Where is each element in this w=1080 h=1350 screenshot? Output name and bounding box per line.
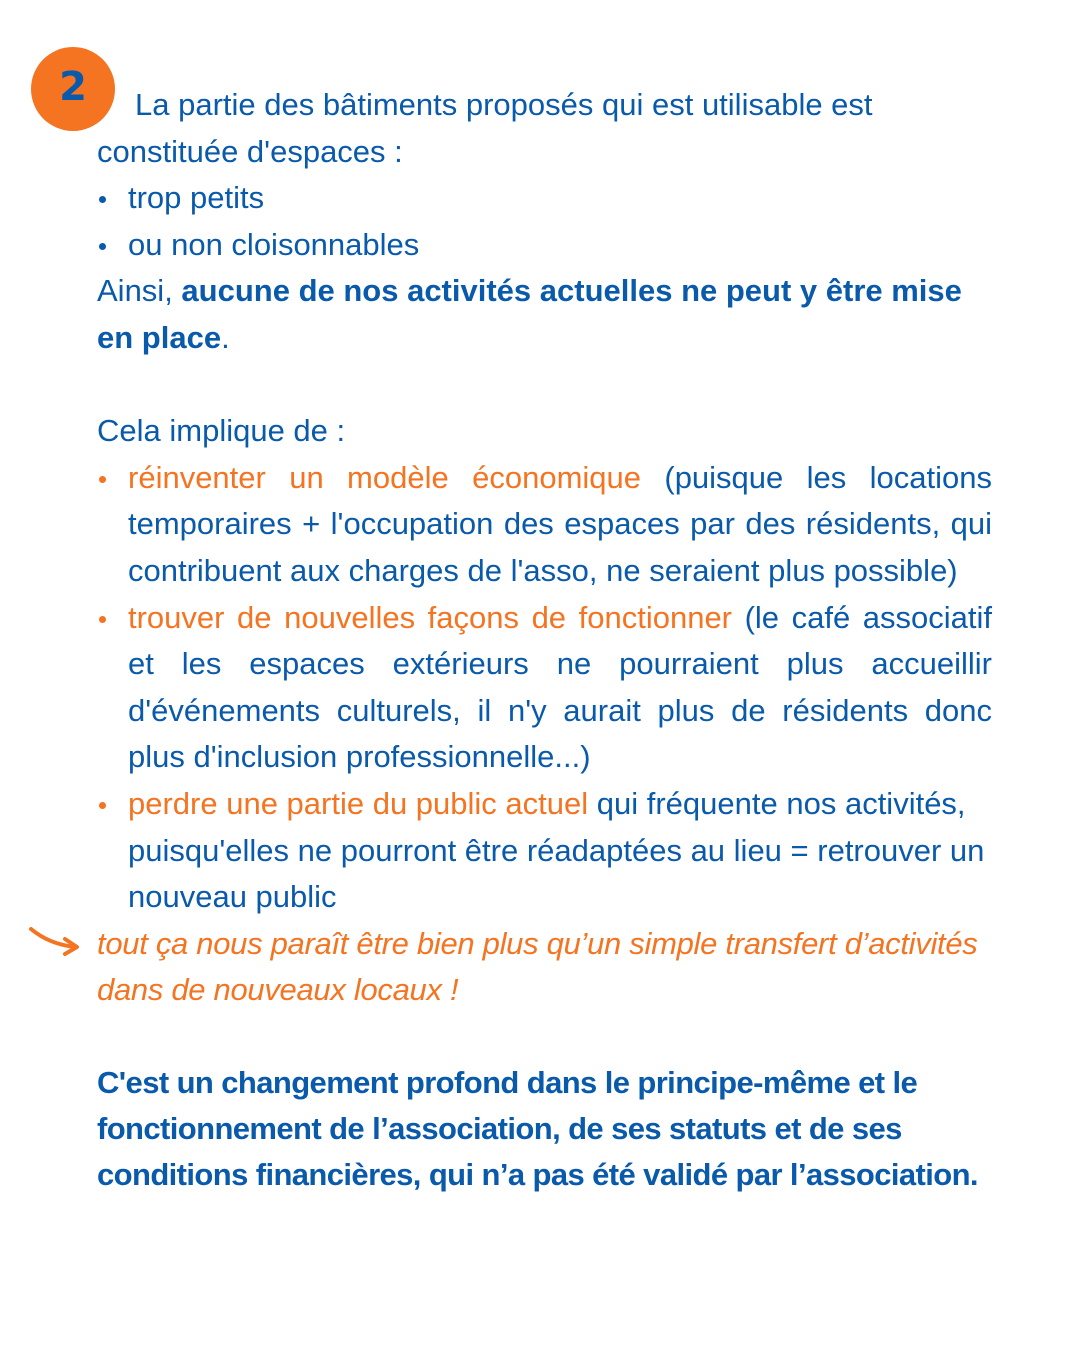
conclusion-paragraph	[97, 268, 992, 361]
arrow-icon	[25, 923, 81, 963]
step-number: 2	[59, 64, 87, 110]
item-detail: (le café associatif et les espaces extérieurs ne pourraient plus accueillir d'événements culturels, il n'y aurait plus de résidents donc plus d'inclusion professionnelle...)	[128, 599, 993, 775]
item-detail: (puisque les locations temporaires + l'occupation des espaces par des résidents, qui contribuent aux charges de l'asso, ne seraient plus possible)	[128, 459, 992, 588]
conclusion-prefix: Ainsi,	[97, 273, 182, 309]
list-item: trop petits	[97, 175, 992, 222]
list-item	[97, 595, 992, 781]
list-item: ou non cloisonnables	[97, 222, 992, 269]
implications-heading: Cela implique de :	[97, 413, 346, 449]
implications-list	[97, 455, 992, 921]
conclusion-bold: aucune de nos activités actuelles ne peut y être mise en place	[97, 273, 962, 355]
list-item	[97, 455, 992, 595]
space-issues-list	[97, 175, 992, 268]
document-body	[97, 82, 992, 1198]
conclusion-suffix: .	[221, 319, 230, 355]
item-highlight: trouver de nouvelles façons de fonctionner	[128, 599, 733, 635]
item-highlight: perdre une partie du public actuel	[128, 785, 589, 821]
list-item	[97, 781, 992, 921]
intro-paragraph: La partie des bâtiments proposés qui est utilisable est constituée d'espaces :	[97, 87, 873, 169]
item-highlight: réinventer un modèle économique	[128, 459, 641, 495]
note-paragraph	[97, 921, 992, 1014]
final-statement: C'est un changement profond dans le principe-même et le fonctionnement de l’association, de ses statuts et de ses conditions financières, qui n’a pas été validé par l’association.	[97, 1065, 978, 1193]
note-text: tout ça nous paraît être bien plus qu’un simple transfert d’activités dans de nouveaux locaux !	[97, 925, 978, 1008]
item-detail: qui fréquente nos activités, puisqu'elles ne pourront être réadaptées au lieu = retrouver un nouveau public	[128, 785, 985, 915]
